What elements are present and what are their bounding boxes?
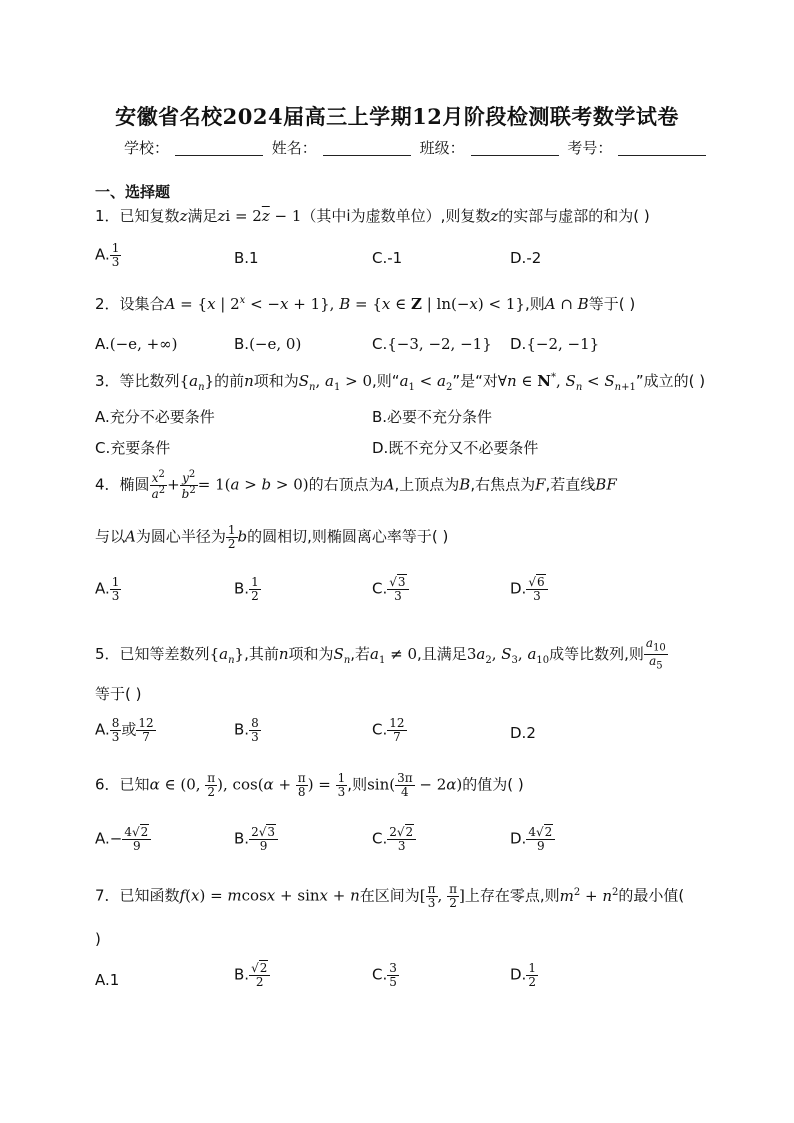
option-d: D.2 — [510, 724, 536, 742]
question-number: 2． — [95, 295, 120, 313]
option-d: D. $\frac{4√2}{9}$ — [510, 826, 555, 852]
option-a: A. $\frac{1}{3}$ — [95, 575, 120, 603]
question-2: 2．设集合A = {x | $2^x < -x + 1$}, B = {x ∈ Z | ln(−x) < 1},则A ∩ B等于( ) — [95, 295, 636, 313]
question-number: 5． — [95, 644, 120, 663]
option-b: B. $\frac{√2}{2}$ — [234, 962, 270, 988]
student-info-row — [124, 137, 710, 158]
question-1: 1．已知复数z满足zi = $2\overline{z} - 1$（其中i为虚数单位）,则复数z的实部与虚部的和为( ) — [95, 207, 650, 225]
option-d: D.{−2, −1} — [510, 335, 600, 353]
class-label: 班级： — [419, 139, 465, 157]
exam-number-blank — [618, 141, 706, 156]
option-b: B.1 — [234, 249, 259, 267]
option-a: A.充分不必要条件 — [95, 408, 215, 426]
option-c: C. $\frac{√3}{3}$ — [372, 576, 409, 602]
question-6: 6．已知α ∈ (0, $\frac{\pi}{2}$ ), cos(α + $\frac{\pi}{8}$ ) = $\frac{1}{3}$ ,则sin( $\frac{3\pi}{4}$ − 2α)的值为( ) — [95, 771, 524, 799]
option-d: D. $\frac{√6}{3}$ — [510, 576, 548, 602]
section-title: 一、选择题 — [95, 183, 171, 201]
option-c: C.-1 — [372, 249, 403, 267]
option-d: D.-2 — [510, 249, 542, 267]
option-c: C. $\frac{3}{5}$ — [372, 961, 397, 989]
question-number: 3． — [95, 372, 120, 390]
question-7: 7．已知函数f(x) = mcosx + sinx + n在区间为[ $\frac{\pi}{3}$ , $\frac{\pi}{2}$ ]上存在零点,则$m^2 + n^2$的最小值( — [95, 882, 685, 910]
option-a: A.1 — [95, 971, 120, 989]
question-4-line-2: 与以A为圆心半径为 $\frac{1}{2}$ b的圆相切,则椭圆离心率等于( ) — [95, 523, 449, 551]
exam-number-label: 考号： — [567, 139, 613, 157]
question-number: 6． — [95, 775, 120, 794]
question-number: 1． — [95, 207, 120, 225]
option-c: C. $\frac{12}{7}$ — [372, 716, 405, 744]
option-b: B. $\frac{1}{2}$ — [234, 575, 259, 603]
option-a: A.− $\frac{4√2}{9}$ — [95, 826, 151, 852]
question-4: 4．椭圆 $\frac{x^2}{a^2}$ + $\frac{y^2}{b^2}$ = 1(a > b > 0)的右顶点为A,上顶点为B,右焦点为F,若直线BF — [95, 469, 617, 501]
option-c: C.{−3, −2, −1} — [372, 335, 492, 353]
school-blank — [175, 141, 263, 156]
option-b: B.(−e, 0) — [234, 335, 302, 353]
question-5-line-2: 等于( ) — [95, 685, 142, 703]
option-a: A. $\frac{1}{3}$ — [95, 241, 120, 269]
question-5: 5．已知等差数列$\{a_n\}$,其前n项和为$S_n$,若$a_1 \ne 0$,且满足$3a_2$, $S_3$, $a_{10}$成等比数列,则 $\frac{a_{10}}{a_5}$ — [95, 636, 666, 672]
option-b: B. $\frac{2√3}{9}$ — [234, 826, 278, 852]
formula: zi = $2\overline{z} - 1$ — [217, 207, 302, 225]
option-b: B.必要不充分条件 — [372, 408, 493, 426]
page-title: 安徽省名校2024届高三上学期12月阶段检测联考数学试卷 — [115, 104, 679, 129]
option-d: D. $\frac{1}{2}$ — [510, 961, 536, 989]
question-7-line-2: ) — [95, 930, 101, 948]
option-b: B. $\frac{8}{3}$ — [234, 716, 259, 744]
question-number: 7． — [95, 886, 120, 905]
class-blank — [471, 141, 559, 156]
school-label: 学校： — [124, 139, 170, 157]
question-number: 4． — [95, 475, 120, 494]
option-a: A.(−e, +∞) — [95, 335, 178, 353]
option-c: C.充要条件 — [95, 439, 171, 457]
option-a: A. $\frac{8}{3}$ 或 $\frac{12}{7}$ — [95, 716, 154, 744]
formula: A = {x | $2^x < -x + 1$}, B = {x ∈ Z | ln(−x) < 1} — [164, 295, 525, 313]
name-label: 姓名： — [271, 139, 317, 157]
question-3: 3．等比数列$\{a_n\}$的前n项和为$S_n$, $a_1 > 0$,则“$a_1 < a_2$”是“对∀n ∈ N*, $S_n < S_{n+1}$”成立的( ) — [95, 372, 706, 393]
name-blank — [323, 141, 411, 156]
option-c: C. $\frac{2√2}{3}$ — [372, 826, 416, 852]
option-d: D.既不充分又不必要条件 — [372, 439, 539, 457]
